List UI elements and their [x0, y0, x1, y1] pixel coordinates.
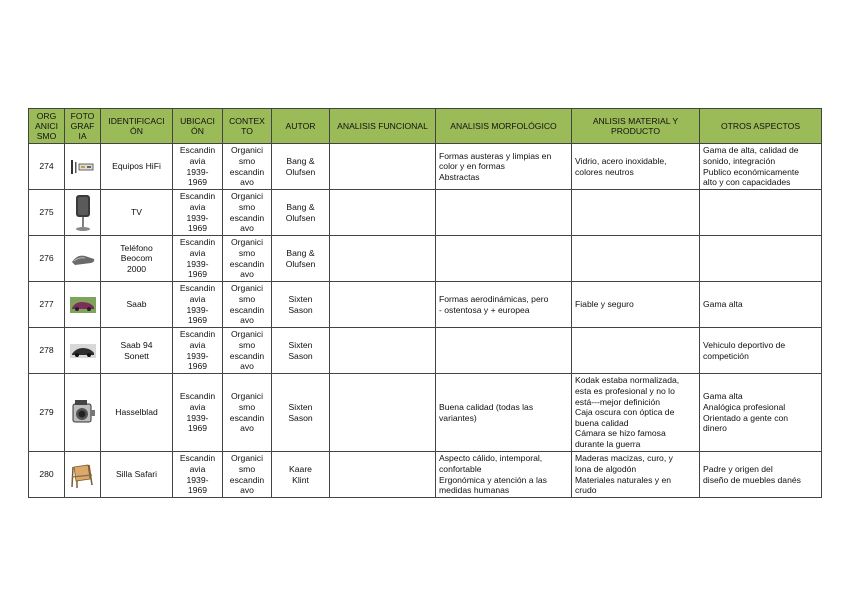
header-contexto: CONTEX TO	[223, 109, 272, 144]
morfologico-cell: Buena calidad (todas las variantes)	[436, 374, 572, 452]
table-row	[29, 190, 822, 236]
material-cell: Kodak estaba normalizada, esta es profesional y no lo está---mejor definición Caja oscura con óptica de buena calidad Cámara se hizo famosa durante la guerra	[572, 374, 700, 452]
org-cell: 279	[29, 374, 65, 452]
org-cell: 278	[29, 328, 65, 374]
autor-cell: Bang & Olufsen	[272, 144, 330, 190]
material-cell: Fiable y seguro	[572, 282, 700, 328]
org-cell: 277	[29, 282, 65, 328]
saab-photo	[69, 296, 97, 314]
ubicacion-cell: Escandin avia 1939- 1969	[173, 236, 223, 282]
material-cell	[572, 328, 700, 374]
header-analisis-material: ANLISIS MATERIAL Y PRODUCTO	[572, 109, 700, 144]
analysis-table	[28, 108, 822, 498]
otros-cell: Vehiculo deportivo de competición	[700, 328, 822, 374]
ubicacion-cell: Escandin avia 1939- 1969	[173, 190, 223, 236]
ubicacion-cell: Escandin avia 1939- 1969	[173, 144, 223, 190]
ubicacion-cell: Escandin avia 1939- 1969	[173, 328, 223, 374]
ubicacion-cell: Escandin avia 1939- 1969	[173, 282, 223, 328]
identificacion-cell: Silla Safari	[101, 452, 173, 498]
autor-cell: Sixten Sason	[272, 374, 330, 452]
chair-photo	[68, 461, 98, 489]
photo-cell	[65, 452, 101, 498]
contexto-cell: Organici smo escandin avo	[223, 282, 272, 328]
org-cell: 274	[29, 144, 65, 190]
identificacion-cell: Saab	[101, 282, 173, 328]
sonett-photo	[69, 342, 97, 360]
photo-cell	[65, 190, 101, 236]
funcional-cell	[330, 452, 436, 498]
funcional-cell	[330, 374, 436, 452]
camera-photo	[69, 398, 97, 428]
table-row	[29, 452, 822, 498]
header-org: ORG ANICI SMO	[29, 109, 65, 144]
autor-cell: Kaare Klint	[272, 452, 330, 498]
tv-photo	[70, 193, 96, 233]
photo-cell	[65, 374, 101, 452]
funcional-cell	[330, 282, 436, 328]
identificacion-cell: Saab 94 Sonett	[101, 328, 173, 374]
contexto-cell: Organici smo escandin avo	[223, 374, 272, 452]
morfologico-cell: Aspecto cálido, intemporal, confortable Ergonómica y atención a las medidas humanas	[436, 452, 572, 498]
morfologico-cell	[436, 236, 572, 282]
morfologico-cell	[436, 190, 572, 236]
design-analysis-sheet	[28, 108, 822, 498]
contexto-cell: Organici smo escandin avo	[223, 190, 272, 236]
material-cell: Maderas macizas, curo, y lona de algodón Materiales naturales y en crudo	[572, 452, 700, 498]
morfologico-cell: Formas austeras y limpias en color y en formas Abstractas	[436, 144, 572, 190]
contexto-cell: Organici smo escandin avo	[223, 328, 272, 374]
header-identificacion: IDENTIFICACI ÓN	[101, 109, 173, 144]
photo-cell	[65, 144, 101, 190]
contexto-cell: Organici smo escandin avo	[223, 452, 272, 498]
otros-cell: Padre y origen del diseño de muebles danés	[700, 452, 822, 498]
autor-cell: Sixten Sason	[272, 328, 330, 374]
funcional-cell	[330, 190, 436, 236]
morfologico-cell: Formas aerodinámicas, pero - ostentosa y + europea	[436, 282, 572, 328]
phone-photo	[69, 250, 97, 268]
org-cell: 276	[29, 236, 65, 282]
table-row	[29, 328, 822, 374]
autor-cell: Bang & Olufsen	[272, 190, 330, 236]
table-row	[29, 282, 822, 328]
hifi-photo	[69, 157, 97, 177]
identificacion-cell: Equipos HiFi	[101, 144, 173, 190]
identificacion-cell: TV	[101, 190, 173, 236]
header-otros-aspectos: OTROS ASPECTOS	[700, 109, 822, 144]
otros-cell: Gama de alta, calidad de sonido, integración Publico económicamente alto y con capacidades	[700, 144, 822, 190]
identificacion-cell: Hasselblad	[101, 374, 173, 452]
morfologico-cell	[436, 328, 572, 374]
photo-cell	[65, 328, 101, 374]
org-cell: 275	[29, 190, 65, 236]
otros-cell	[700, 190, 822, 236]
material-cell	[572, 190, 700, 236]
header-foto: FOTO GRAF IA	[65, 109, 101, 144]
table-row	[29, 236, 822, 282]
otros-cell: Gama alta Analógica profesional Orientado a gente con dinero	[700, 374, 822, 452]
funcional-cell	[330, 144, 436, 190]
header-row	[29, 109, 822, 144]
contexto-cell: Organici smo escandin avo	[223, 144, 272, 190]
header-analisis-morfologico: ANALISIS MORFOLÓGICO	[436, 109, 572, 144]
material-cell	[572, 236, 700, 282]
header-analisis-funcional: ANALISIS FUNCIONAL	[330, 109, 436, 144]
autor-cell: Bang & Olufsen	[272, 236, 330, 282]
otros-cell: Gama alta	[700, 282, 822, 328]
ubicacion-cell: Escandin avia 1939- 1969	[173, 374, 223, 452]
header-ubicacion: UBICACI ÓN	[173, 109, 223, 144]
table-row	[29, 374, 822, 452]
header-autor: AUTOR	[272, 109, 330, 144]
photo-cell	[65, 282, 101, 328]
identificacion-cell: Teléfono Beocom 2000	[101, 236, 173, 282]
contexto-cell: Organici smo escandin avo	[223, 236, 272, 282]
autor-cell: Sixten Sason	[272, 282, 330, 328]
ubicacion-cell: Escandin avia 1939- 1969	[173, 452, 223, 498]
photo-cell	[65, 236, 101, 282]
org-cell: 280	[29, 452, 65, 498]
material-cell: Vidrio, acero inoxidable, colores neutros	[572, 144, 700, 190]
funcional-cell	[330, 328, 436, 374]
table-row	[29, 144, 822, 190]
funcional-cell	[330, 236, 436, 282]
otros-cell	[700, 236, 822, 282]
